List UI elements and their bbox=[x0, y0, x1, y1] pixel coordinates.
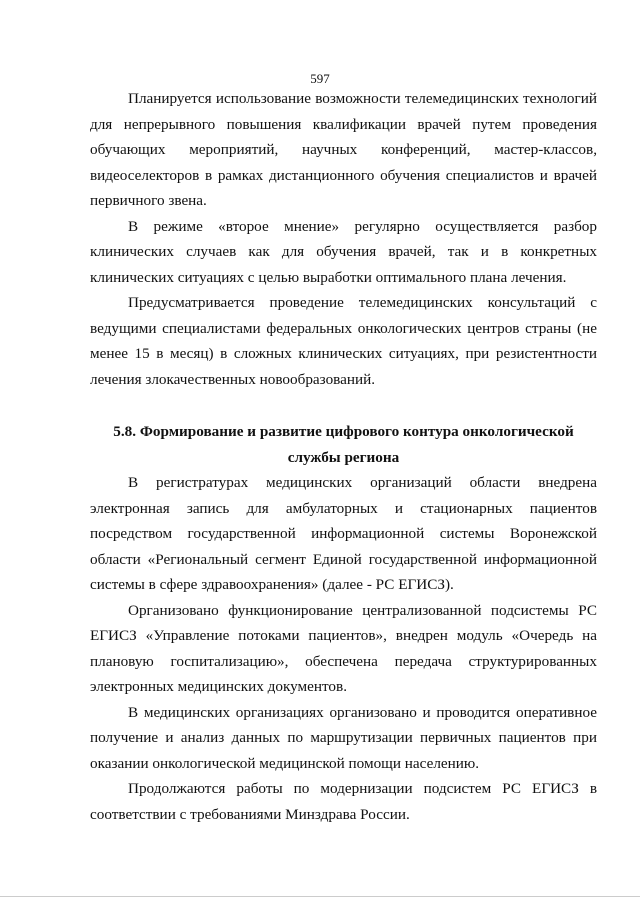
footer-divider bbox=[0, 896, 640, 897]
paragraph-second-opinion: В режиме «второе мнение» регулярно осуществляется разбор клинических случаев как для обучения врачей, так и в конкретных клинических ситуациях с целью выработки оптимального плана лечения. bbox=[90, 217, 597, 286]
paragraph-electronic-registration: В регистратурах медицинских организаций области внедрена электронная запись для амбулаторных и стационарных пациентов посредством государственной информационной системы Воронежской области «Региональный сегмент Единой государственной информационной системы в сфере здравоохранения» (далее - РС ЕГИСЗ). bbox=[90, 474, 597, 593]
paragraph-routing-analysis: В медицинских организациях организовано и проводится оперативное получение и анализ данных по маршрутизации первичных пациентов при оказании онкологической медицинской помощи населению. bbox=[90, 703, 597, 772]
section-heading: 5.8. Формирование и развитие цифрового контура онкологической службы региона bbox=[113, 423, 574, 466]
document-body bbox=[90, 86, 597, 827]
page-number: 597 bbox=[310, 71, 330, 86]
paragraph-patient-flow-subsystem: Организовано функционирование централизованной подсистемы РС ЕГИСЗ «Управление потоками пациентов», внедрен модуль «Очередь на плановую госпитализацию», обеспечена передача структурированных электронных медицинских документов. bbox=[90, 601, 597, 695]
paragraph-modernization: Продолжаются работы по модернизации подсистем РС ЕГИСЗ в соответствии с требованиями Минздрава России. bbox=[90, 780, 597, 823]
paragraph-federal-consultations: Предусматривается проведение телемедицинских консультаций с ведущими специалистами федеральных онкологических центров страны (не менее 15 в месяц) в сложных клинических ситуациях, при резистентности лечения злокачественных новообразований. bbox=[90, 294, 597, 388]
paragraph-telemedicine-training: Планируется использование возможности телемедицинских технологий для непрерывного повышения квалификации врачей путем проведения обучающих мероприятий, научных конференций, мастер-классов, видеоселекторов в рамках дистанционного обучения специалистов и врачей первичного звена. bbox=[90, 90, 597, 209]
